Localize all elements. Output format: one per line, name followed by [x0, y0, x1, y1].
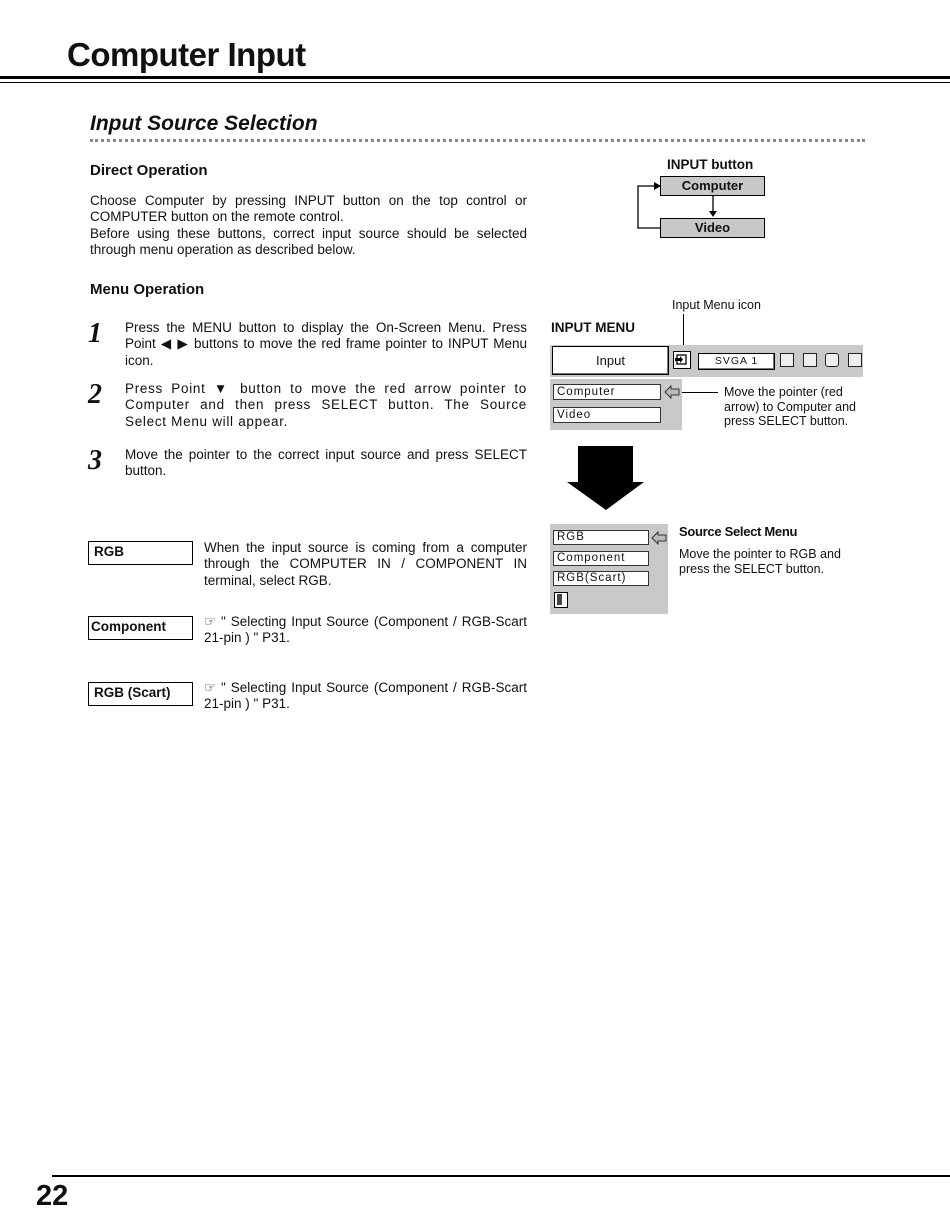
input-button-video-box: Video: [660, 218, 765, 238]
input-menu-toolbar: [550, 345, 863, 377]
step-1-text: Press the MENU button to display the On-Screen Menu. Press Point ◀ ▶ buttons to move the red frame pointer to INPUT Menu icon.: [125, 320, 527, 368]
mode-display: SVGA 1: [698, 353, 775, 370]
down-arrow-icon: [566, 446, 646, 512]
source-select-menu-description: Move the pointer to RGB and press the SELECT button.: [679, 547, 841, 576]
pointer-callout-text: Move the pointer (red arrow) to Computer and press SELECT button.: [724, 385, 857, 428]
page-number: 22: [36, 1180, 69, 1212]
input-menu-icon-callout: Input Menu icon: [672, 298, 761, 312]
source-select-menu-panel: [550, 524, 668, 614]
source-select-item-component[interactable]: Component: [553, 551, 649, 566]
footer-rule: [52, 1175, 950, 1177]
source-text-rgb-scart: ☞ " Selecting Input Source (Component / RGB-Scart 21-pin ) " P31.: [204, 680, 527, 712]
source-label-rgb: RGB: [88, 541, 193, 565]
source-label-rgb-scart: RGB (Scart): [88, 682, 193, 706]
page-title: Computer Input: [67, 36, 306, 73]
exit-icon[interactable]: [554, 592, 568, 608]
menu-operation-heading: Menu Operation: [90, 281, 205, 298]
input-menu-item-computer[interactable]: Computer: [553, 384, 661, 400]
input-menu-icon-callout-line: [683, 314, 684, 348]
menu-name-display: Input: [552, 346, 669, 375]
source-select-arrow-pointer-icon: [651, 531, 667, 545]
input-menu-icon[interactable]: [673, 351, 691, 369]
pointer-callout-line: [682, 392, 718, 393]
step-3-text: Move the pointer to the correct input source and press SELECT button.: [125, 447, 527, 479]
input-menu-title: INPUT MENU: [551, 320, 635, 335]
screen-icon[interactable]: [803, 353, 817, 367]
input-button-computer-box: Computer: [660, 176, 765, 196]
input-menu-icon-glyph: [674, 352, 689, 367]
source-select-item-rgb-scart[interactable]: RGB(Scart): [553, 571, 649, 586]
red-arrow-pointer-icon: [664, 385, 680, 399]
direct-operation-body: [90, 193, 527, 258]
page-icon[interactable]: [848, 353, 862, 367]
direct-operation-paragraph-2: Before using these buttons, correct input source should be selected through menu operation as described below.: [90, 225, 527, 257]
step-2-number: 2: [88, 379, 102, 410]
direct-operation-heading: Direct Operation: [90, 162, 208, 179]
settings-icon[interactable]: [825, 353, 839, 367]
step-2-text: Press Point ▼ button to move the red arrow pointer to Computer and then press SELECT button. The Source Select Menu will appear.: [125, 381, 527, 429]
step-1-number: 1: [88, 318, 102, 349]
source-label-component: Component: [88, 616, 193, 640]
input-button-cycle-arrows: [630, 180, 730, 240]
input-button-diagram-title: INPUT button: [667, 157, 754, 172]
direct-operation-paragraph-1: Choose Computer by pressing INPUT button on the top control or COMPUTER button on the remote control.: [90, 193, 527, 225]
section-dotted-rule: [90, 139, 865, 142]
source-text-rgb: When the input source is coming from a computer through the COMPUTER IN / COMPONENT IN terminal, select RGB.: [204, 540, 527, 588]
step-3-number: 3: [88, 445, 102, 476]
source-select-item-rgb[interactable]: RGB: [553, 530, 649, 545]
input-menu-list-panel: [550, 379, 682, 430]
monitor-icon[interactable]: [780, 353, 794, 367]
source-text-component: ☞ " Selecting Input Source (Component / RGB-Scart 21-pin ) " P31.: [204, 614, 527, 646]
header-rule-thick: [0, 76, 950, 79]
section-title: Input Source Selection: [90, 112, 318, 135]
header-rule-thin: [0, 82, 950, 83]
source-select-menu-title: Source Select Menu: [679, 524, 798, 539]
input-menu-item-video[interactable]: Video: [553, 407, 661, 423]
